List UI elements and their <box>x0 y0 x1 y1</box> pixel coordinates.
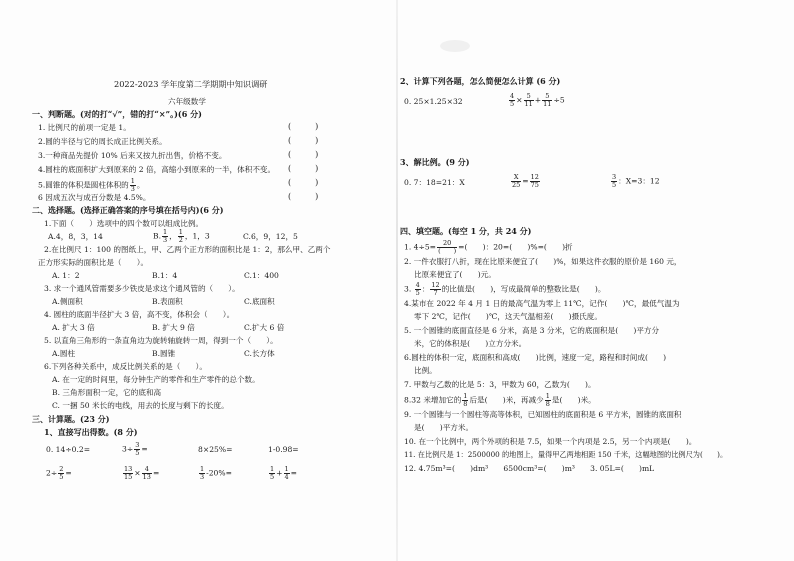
answer-paren: ( ) <box>288 136 319 145</box>
mental-7: $\frac{1}{3}$ -20%= <box>200 465 232 481</box>
fill-10: 10. 在一个比例中，两个外项的积是 7.5，如果一个内项是 2.5，另一个内项是( )。 <box>404 437 697 446</box>
choice-q5-opt-b: B.圆锥 <box>152 349 176 358</box>
answer-paren: ( ) <box>288 122 319 131</box>
simplify-expr-1: 0. 25×1.25×32 <box>404 97 463 106</box>
choice-heading: 二、选择题。(选择正确答案的序号填在括号内)(6 分) <box>32 205 224 215</box>
page-fold <box>396 0 398 561</box>
fill-9-cont: 是( )平方米。 <box>414 423 474 432</box>
calc-sub2: 2、计算下列各题，怎么简便怎么计算 (6 分) <box>400 76 561 86</box>
exam-subtitle: 六年级数学 <box>168 97 206 106</box>
judge-item-3: 3.一种商品先提价 10% 后来又按九折出售，价格不变。 <box>38 151 227 160</box>
answer-paren: ( ) <box>288 192 319 201</box>
fill-6: 6.圆柱的体积一定，底面积和高成( )比例，速度一定，路程和时间成( ) <box>404 353 667 362</box>
judge-item-5: 5.圆锥的体积是圆柱体积的 $\frac{1}{3}$ 。 <box>38 177 145 193</box>
answer-paren: ( ) <box>288 178 319 187</box>
choice-q5-opt-c: C.长方体 <box>244 349 275 358</box>
judge-item-1: 1. 比例尺的前项一定是 1。 <box>38 123 131 132</box>
mental-3: 8×25%= <box>198 445 233 454</box>
fill-5-cont: 米，它的体积是( )立方分米。 <box>414 339 527 348</box>
fill-5: 5. 一个圆锥的底面直径是 6 分米，高是 3 分米，它的底面积是( )平方分 <box>404 326 660 335</box>
fill-9: 9. 一个圆锥与一个圆柱等高等体积，已知圆柱的底面积是 6 平方米，圆锥的底面积 <box>404 410 682 419</box>
right-page <box>400 0 784 561</box>
choice-q2: 2.在比例尺 1：100 的图纸上，甲、乙两个正方形的面积比是 1：2，那么甲、乙两个 <box>44 245 331 254</box>
fill-2-cont: 比原来便宜了( )元。 <box>414 270 496 279</box>
choice-q6-opt-c: C. 一捆 50 米长的电线，用去的长度与剩下的长度。 <box>52 401 229 410</box>
judge-item-4: 4.圆柱的底面积扩大到原来的 2 倍，高缩小到原来的一半，体积不变。 <box>38 165 276 174</box>
choice-q4-opt-b: B. 扩大 9 倍 <box>152 323 195 332</box>
choice-q3: 3. 求一个通风管需要多少铁皮是求这个通风管的（ ）。 <box>44 284 240 293</box>
mental-1: 0. 14÷0.2= <box>46 445 91 454</box>
calc-sub3: 3、解比例。(9 分) <box>400 157 470 167</box>
choice-q2-opt-a: A. 1：2 <box>52 271 80 280</box>
choice-q3-opt-b: B.表面积 <box>152 297 183 306</box>
mental-6: $\frac{13}{15}$ × $\frac{4}{13}$ = <box>124 465 160 481</box>
choice-q4: 4. 圆柱的底面半径扩大 3 倍，高不变，体积会（ ）。 <box>44 310 235 319</box>
fill-2: 2. 一件衣服打八折，现在比原来便宜了( )%，如果这件衣服的原价是 160 元， <box>404 257 682 266</box>
fill-8: 8.32 米增加它的 $\frac{1}{8}$ 后是( )米，再减少 $\frac{1}{8}$ 是( )米。 <box>404 392 596 408</box>
fill-1: 1. 4÷5= $\frac{20}{( )}$ =( )：20=( )%=( )折 <box>404 239 573 255</box>
calc-sub1: 1、直接写出得数。(8 分) <box>44 427 138 437</box>
choice-q5-opt-a: A.圆柱 <box>52 349 76 358</box>
fill-3: 3. $\frac{4}{5}$ ： $\frac{12}{7}$ 的比值是( )，写成最简单的整数比是( )。 <box>404 281 606 297</box>
choice-q3-opt-a: A.侧面积 <box>52 297 83 306</box>
choice-q2-opt-c: C.1：400 <box>244 271 279 280</box>
fill-6-cont: 比例。 <box>414 366 437 375</box>
answer-paren: ( ) <box>288 164 319 173</box>
judge-heading: 一、判断题。(对的打“√”，错的打“×”。)(6 分) <box>32 109 202 119</box>
mental-8: $\frac{1}{5}$ + $\frac{1}{4}$ = <box>270 465 298 481</box>
exam-title: 2022-2023 学年度第二学期期中知识调研 <box>114 79 268 89</box>
choice-q6: 6.下列各种关系中，成反比例关系的是（ ）。 <box>44 362 207 371</box>
fill-4: 4.某市在 2022 年 4 月 1 日的最高气温为零上 11℃，记作( )℃，最低气温为 <box>404 299 680 308</box>
simplify-expr-2: $\frac{4}{5}$ × $\frac{5}{11}$ + $\frac{5}{11}$ ÷5 <box>510 92 565 108</box>
choice-q4-opt-a: A. 扩大 3 倍 <box>52 323 95 332</box>
mental-5: 2÷ $\frac{2}{5}$ = <box>46 465 72 481</box>
answer-paren: ( ) <box>288 150 319 159</box>
choice-q5: 5. 以直角三角形的一条直角边为旋转轴旋转一周，得到一个（ ）。 <box>44 336 278 345</box>
calc-heading: 三、计算题。(23 分) <box>32 414 110 424</box>
mental-4: 1-0.98= <box>268 445 299 454</box>
fill-12: 12. 4.75m³=( )dm³ 6500cm³=( )m³ 3. 05L=( )mL <box>404 464 655 473</box>
left-page <box>18 0 393 561</box>
choice-q1-opt-a: A.4，8，3，14 <box>48 232 103 241</box>
proportion-3: $\frac{3}{5}$ ：X=3：12 <box>612 173 660 189</box>
choice-q1-opt-b: B. $\frac{1}{3}$ ， $\frac{1}{2}$ ，1，3 <box>153 228 210 244</box>
choice-q1-opt-c: C.6，9，12，5 <box>243 232 298 241</box>
choice-q2-cont: 正方形实际的面积比是（ ）。 <box>38 258 149 267</box>
judge-item-6: 6 因成五次与成百分数是 4.5%。 <box>38 193 151 202</box>
fill-7: 7. 甲数与乙数的比是 5：3，甲数为 60，乙数为( )。 <box>404 380 596 389</box>
choice-q2-opt-b: B.1：4 <box>152 271 178 280</box>
choice-q6-opt-a: A. 在一定的时间里，每分钟生产的零件和生产零件的总个数。 <box>52 375 260 384</box>
fill-11: 11. 在比例尺是 1：2500000 的地图上，量得甲乙两地相距 150 千米，这幅地图的比例尺为( )。 <box>404 450 728 459</box>
choice-q4-opt-c: C.扩大 6 倍 <box>244 323 285 332</box>
choice-q1: 1.下面（ ）选项中的四个数可以组成比例。 <box>44 219 204 228</box>
fill-4-cont: 零下 2℃，记作( )℃，这天气温相差( )摄氏度。 <box>414 312 602 321</box>
fill-heading: 四、填空题。(每空 1 分，共 24 分) <box>400 226 532 236</box>
choice-q6-opt-b: B. 三角形面积一定，它的底和高 <box>52 388 162 397</box>
judge-item-2: 2.圆的半径与它的周长成正比例关系。 <box>38 137 167 146</box>
mental-2: 3÷ $\frac{3}{5}$ = <box>122 441 148 457</box>
choice-q3-opt-c: C.底面积 <box>244 297 275 306</box>
proportion-2: $\frac{X}{25}$ = $\frac{12}{75}$ <box>512 173 539 189</box>
proportion-1: 0. 7：18=21：X <box>404 178 465 187</box>
